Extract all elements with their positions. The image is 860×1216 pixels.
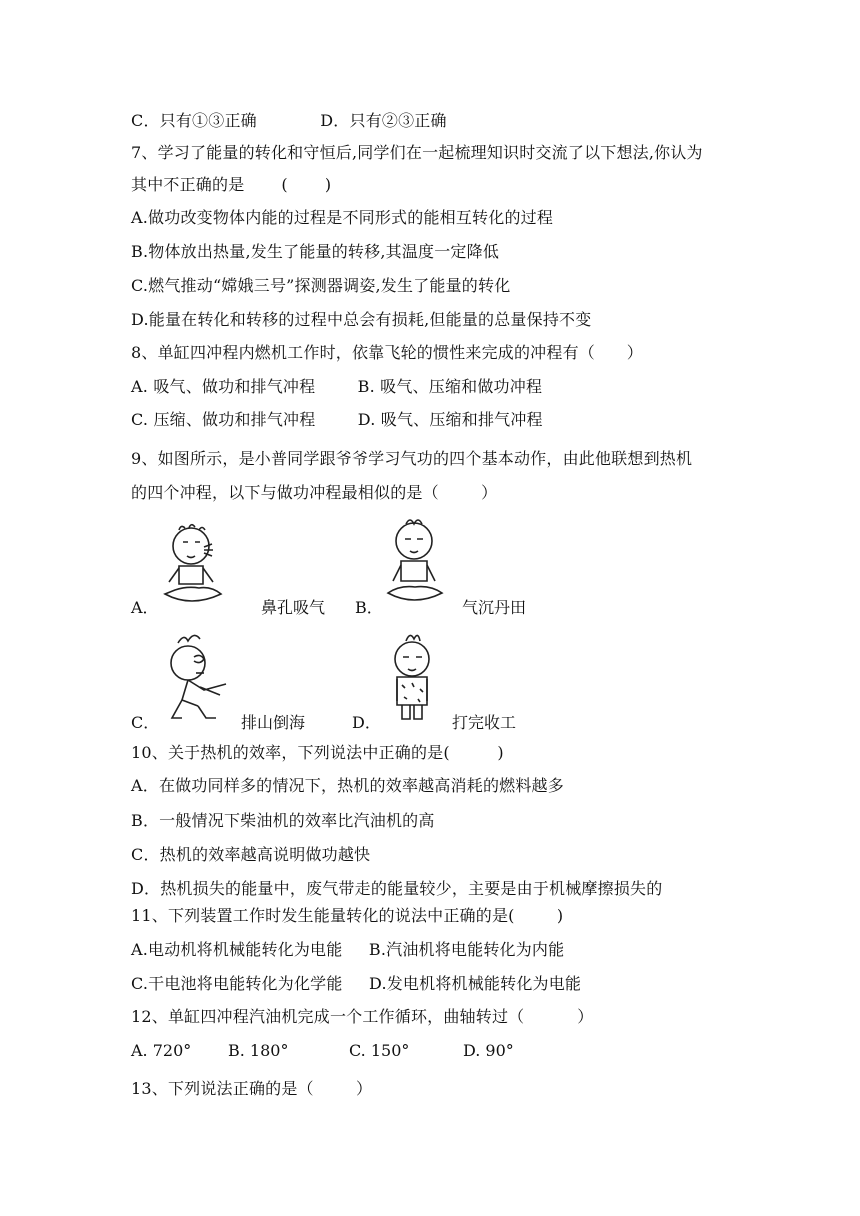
question-10-option-d: D．热机损失的能量中，废气带走的能量较少，主要是由于机械摩擦损失的 [131, 879, 663, 898]
question-8-options-ab: A. 吸气、做功和排气冲程 B. 吸气、压缩和做功冲程 [131, 377, 543, 396]
question-10-option-c: C．热机的效率越高说明做功越快 [131, 845, 371, 864]
q9-option-b-caption: 气沉丹田 [462, 598, 527, 617]
question-7-option-c: C.燃气推动“嫦娥三号”探测器调姿,发生了能量的转化 [131, 276, 511, 295]
question-7-option-d: D.能量在转化和转移的过程中总会有损耗,但能量的总量保持不变 [131, 310, 592, 329]
question-10-option-b: B．一般情况下柴油机的效率比汽油机的高 [131, 811, 435, 830]
q9-option-d-label: D． [352, 713, 381, 732]
question-11-options-cd: C.干电池将电能转化为化学能 D.发电机将机械能转化为电能 [131, 974, 582, 993]
question-7-stem-2: 其中不正确的是 ( ) [131, 175, 332, 194]
q9-option-a-caption: 鼻孔吸气 [261, 598, 326, 617]
question-9-stem-2: 的四个冲程，以下与做功冲程最相似的是（ ） [131, 483, 498, 502]
question-12-stem: 12、单缸四冲程汽油机完成一个工作循环，曲轴转过（ ） [131, 1007, 594, 1026]
question-13-stem: 13、下列说法正确的是（ ） [131, 1079, 373, 1098]
question-8-stem: 8、单缸四冲程内燃机工作时，依靠飞轮的惯性来完成的冲程有（ ） [131, 343, 643, 362]
question-11-options-ab: A.电动机将机械能转化为电能 B.汽油机将电能转化为内能 [131, 940, 565, 959]
question-12-option-a: A. 720° [131, 1041, 192, 1060]
question-12-option-c: C. 150° [349, 1041, 410, 1060]
question-7-stem-1: 7、学习了能量的转化和守恒后,同学们在一起梳理知识时交流了以下想法,你认为 [131, 143, 703, 162]
question-7-option-a: A.做功改变物体内能的过程是不同形式的能相互转化的过程 [131, 208, 554, 227]
figure-finish [382, 627, 446, 727]
q9-option-b-label: B． [355, 598, 383, 617]
line-1: C．只有①③正确 D．只有②③正确 [131, 111, 447, 130]
question-11-stem: 11、下列装置工作时发生能量转化的说法中正确的是( ) [131, 906, 564, 925]
question-10-option-a: A．在做功同样多的情况下，热机的效率越高消耗的燃料越多 [131, 776, 564, 795]
q9-option-c-label: C． [131, 713, 160, 732]
q9-option-d-caption: 打完收工 [452, 713, 517, 732]
question-7-option-b: B.物体放出热量,发生了能量的转移,其温度一定降低 [131, 242, 500, 261]
question-9-stem-1: 9、如图所示，是小普同学跟爷爷学习气功的四个基本动作，由此他联想到热机 [131, 449, 693, 468]
figure-nose-breathing [155, 520, 235, 612]
figure-qi-sink [380, 515, 450, 613]
figure-push-mountain [160, 625, 240, 725]
question-12-option-b: B. 180° [228, 1041, 289, 1060]
question-10-stem: 10、关于热机的效率，下列说法中正确的是( ) [131, 743, 504, 762]
q9-option-a-label: A． [131, 598, 159, 617]
q9-option-c-caption: 排山倒海 [241, 713, 306, 732]
question-12-option-d: D. 90° [463, 1041, 514, 1060]
question-8-options-cd: C. 压缩、做功和排气冲程 D. 吸气、压缩和排气冲程 [131, 410, 543, 429]
